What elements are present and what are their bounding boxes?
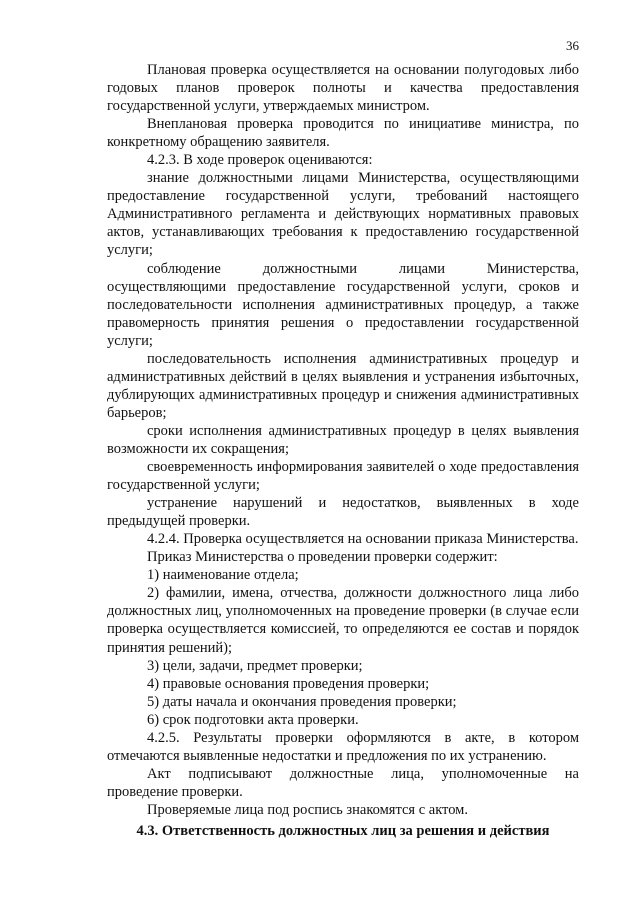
paragraph-4-2-5: 4.2.5. Результаты проверки оформляются в акте, в котором отмечаются выявленные недостатки и предложения по их устранению. [107,729,579,764]
paragraph-acquaintance: Проверяемые лица под роспись знакомятся с актом. [147,801,468,818]
document-body [107,61,579,819]
paragraph-4-2-4: 4.2.4. Проверка осуществляется на основании приказа Министерства. [147,531,579,548]
paragraph-compliance: соблюдение должностными лицами Министерства, осуществляющими предоставление государственной услуги, сроков и последовательности исполнения административных процедур, а также правомерность принятия решения о предоставлении государственной услуги; [107,260,579,349]
list-item-1: 1) наименование отдела; [147,567,299,584]
page-number: 36 [566,38,579,53]
paragraph-planned-inspection: Плановая проверка осуществляется на основании полугодовых либо годовых планов проверок полноты и качества предоставления государственной услуги, утверждаемых министром. [107,62,579,115]
paragraph-4-2-3: 4.2.3. В ходе проверок оцениваются: [147,152,373,169]
paragraph-order-contents: Приказ Министерства о проведении проверки содержит: [147,549,498,566]
paragraph-elimination: устранение нарушений и недостатков, выявленных в ходе предыдущей проверки. [107,495,579,530]
paragraph-unplanned-inspection: Внеплановая проверка проводится по инициативе министра, по конкретному обращению заявителя. [107,116,579,151]
list-item-5: 5) даты начала и окончания проведения проверки; [147,693,457,710]
list-item-3: 3) цели, задачи, предмет проверки; [147,657,363,674]
paragraph-act-signing: Акт подписывают должностные лица, уполномоченные на проведение проверки. [107,765,579,800]
paragraph-sequence: последовательность исполнения административных процедур и административных действий в целях выявления и устранения избыточных, дублирующих административных процедур и снижения административных барьеров; [107,350,579,421]
section-heading: 4.3. Ответственность должностных лиц за решения и действия [136,823,550,839]
list-item-2: 2) фамилии, имена, отчества, должности должностного лица либо должностных лиц, уполномоченных на проведение проверки (в случае если проверка осуществляется комиссией, то определяются ее состав и порядок принятия решений); [107,585,579,656]
list-item-4: 4) правовые основания проведения проверки; [147,675,430,692]
paragraph-deadlines: сроки исполнения административных процедур в целях выявления возможности их сокращения; [107,422,579,457]
paragraph-timeliness: своевременность информирования заявителей о ходе предоставления государственной услуги; [107,459,579,494]
paragraph-knowledge: знание должностными лицами Министерства, осуществляющими предоставление государственной услуги, требований настоящего Административного регламента и действующих нормативных правовых актов, устанавливающих требования к предоставлению государственной услуги; [107,170,579,259]
list-item-6: 6) срок подготовки акта проверки. [147,711,359,728]
